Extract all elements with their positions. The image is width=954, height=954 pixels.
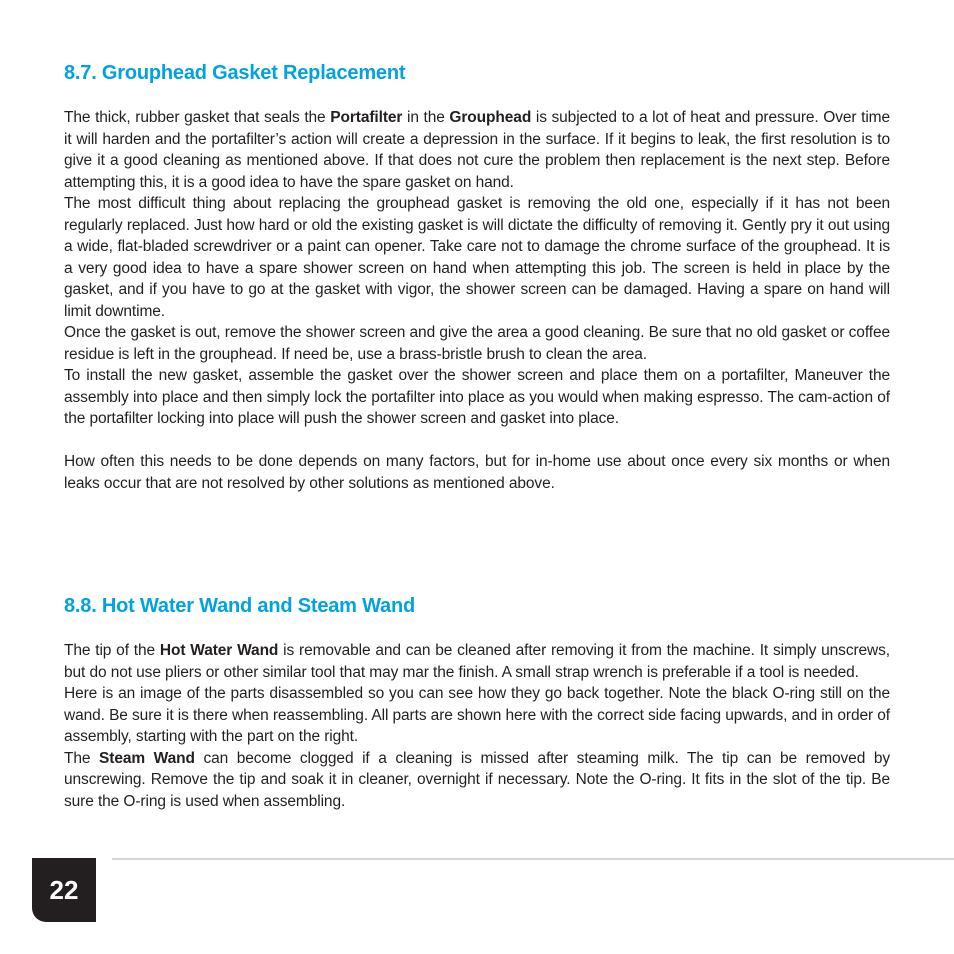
bold-term: Hot Water Wand bbox=[159, 642, 279, 659]
page-number-tab bbox=[32, 858, 96, 922]
paragraph: The most difficult thing about replacing the grouphead gasket is removing the old one, especially if it has not been regularly replaced. Just how hard or old the existing gasket is will dictate the difficulty of removing it. Gently pry it out using a wide, flat-bladed screwdriver or a paint can opener. Take care not to damage the chrome surface of the grouphead. It is a very good idea to have a spare shower screen on hand when attempting this job. The screen is held in place by the gasket, and if you have to go at the gasket with vigor, the shower screen can be damaged. Having a spare on hand will limit downtime. bbox=[64, 195, 890, 320]
bold-term: Steam Wand bbox=[99, 749, 195, 767]
section-heading: 8.8. Hot Water Wand and Steam Wand bbox=[64, 595, 416, 617]
section-heading: 8.7. Grouphead Gasket Replacement bbox=[64, 62, 406, 84]
text-run: can become clogged if a cleaning is missed after steaming milk. The tip can be removed by unscrewing. Remove the tip and soak it in cleaner, overnight if necessary. Note the O-ring. It fits in the slot of the tip. Be sure the O-ring is used when assembling. bbox=[64, 749, 890, 810]
section-wands bbox=[64, 593, 890, 812]
paragraph: To install the new gasket, assemble the gasket over the shower screen and place them on a portafilter, Maneuver the assembly into place and then simply lock the portafilter into place as you would when making espresso. The cam-action of the portafilter locking into place will push the shower screen and gasket into place. bbox=[64, 367, 890, 427]
page-number: 22 bbox=[49, 874, 79, 905]
paragraph: Here is an image of the parts disassembled so you can see how they go back together. Note the black O-ring still on the wand. Be sure it is there when reassembling. All parts are shown here with the correct side facing upwards, and in order of assembly, starting with the part on the right. bbox=[64, 685, 890, 745]
section-body bbox=[64, 640, 890, 812]
text-run: The bbox=[64, 749, 100, 767]
text-run: is removable and can be cleaned after removing it from the machine. It simply unscrews, but do not use pliers or other similar tool that may mar the finish. A small strap wrench is preferable if a tool is needed. bbox=[64, 642, 891, 681]
section-body bbox=[64, 107, 890, 494]
paragraph bbox=[64, 640, 890, 683]
text-run: in the bbox=[402, 109, 450, 126]
text-run: The tip of the bbox=[64, 642, 160, 659]
paragraph: Once the gasket is out, remove the shower screen and give the area a good cleaning. Be sure that no old gasket or coffee residue is left in the grouphead. If need be, use a brass-bristle brush to clean the area. bbox=[64, 324, 890, 363]
footer-divider bbox=[112, 858, 954, 860]
paragraph bbox=[64, 107, 890, 193]
paragraph bbox=[64, 748, 890, 813]
bold-term: Portafilter bbox=[330, 109, 403, 126]
section-grouphead-gasket bbox=[64, 60, 890, 494]
text-run: The thick, rubber gasket that seals the bbox=[64, 109, 331, 126]
bold-term: Grouphead bbox=[449, 109, 532, 126]
paragraph: How often this needs to be done depends on many factors, but for in-home use about once every six months or when leaks occur that are not resolved by other solutions as mentioned above. bbox=[64, 453, 890, 492]
text-run: is subjected to a lot of heat and pressure. Over time it will harden and the portafilter’s action will create a depression in the surface. If it begins to leak, the first resolution is to give it a good cleaning as mentioned above. If that does not cure the problem then replacement is the next step. Before attempting this, it is a good idea to have the spare gasket on hand. bbox=[64, 109, 891, 191]
